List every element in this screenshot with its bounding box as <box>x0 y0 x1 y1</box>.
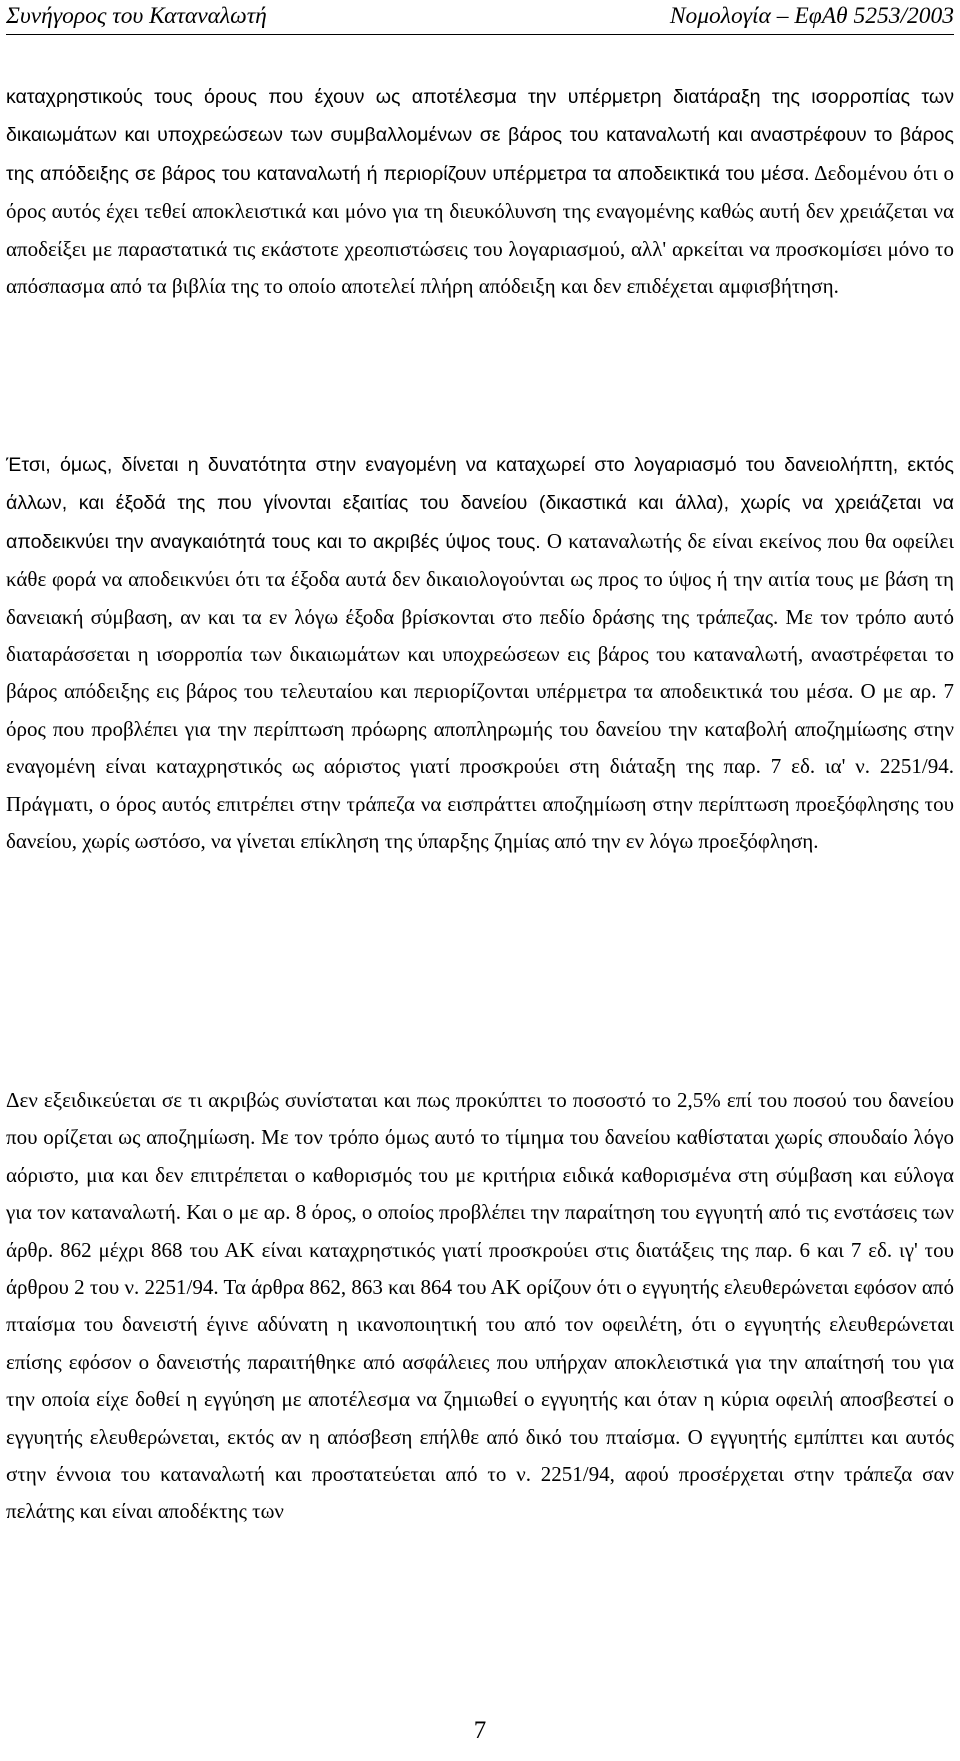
paragraph-2-part-sans: Έτσι, όμως, δίνεται η δυνατότητα στην εναγομένη να καταχωρεί στο λογαριασμό του δανειολήπτη, εκτός άλλων, και έξοδά της που γίνονται εξαιτίας του δανείου (δικαστικά και άλλα), χωρίς να χρειάζεται να αποδεικνύει την αναγκαιότητά τους και το ακριβές ύψος τους. <box>6 454 954 553</box>
paragraph-3: Δεν εξειδικεύεται σε τι ακριβώς συνίσταται και πως προκύπτει το ποσοστό το 2,5% επί του ποσού του δανείου που ορίζεται ως αποζημίωση. Με τον τρόπο όμως αυτό το τίμημα του δανείου καθίσταται χωρίς σπουδαίο λόγο αόριστο, μια και δεν επιτρέπεται ο καθορισμός του με κριτήρια ειδικά καθορισμένα στη σύμβαση και εύλογα για τον καταναλωτή. Και ο με αρ. 8 όρος, ο οποίος προβλέπει την παραίτηση του εγγυητή από τις ενστάσεις των άρθρ. 862 μέχρι 868 του ΑΚ είναι καταχρηστικός γιατί προσκρούει στις διατάξεις της παρ. 6 και 7 εδ. ιγ' του άρθρου 2 του ν. 2251/94. Τα άρθρα 862, 863 και 864 του ΑΚ ορίζουν ότι ο εγγυητής ελευθερώνεται εφόσον από πταίσμα του δανειστή έγινε αδύνατη η ικανοποιητική του από τον οφειλέτη, ότι ο εγγυητής ελευθερώνεται επίσης εφόσον ο δανειστής παραιτήθηκε από ασφάλειες που υπήρχαν αποκλειστικά για την απαίτησή του για την οποία είχε δοθεί η εγγύηση με αποτέλεσμα να ζημιωθεί ο εγγυητής και όταν η κύρια οφειλή αποσβεστεί ο εγγυητής ελευθερώνεται, εκτός αν η απόσβεση επήλθε από δικό του πταίσμα. Ο εγγυητής εμπίπτει και αυτός στην έννοια του καταναλωτή και προστατεύεται από το ν. 2251/94, αφού προσέρχεται στην τράπεζα σαν πελάτης και είναι αποδέκτης των <box>6 1088 954 1524</box>
header-organization: Συνήγορος του Καταναλωτή <box>6 3 267 29</box>
paragraph-2 <box>6 446 954 860</box>
page-number: 7 <box>473 1717 487 1744</box>
paragraph-2-part-serif: Ο καταναλωτής δε είναι εκείνος που θα οφείλει κάθε φορά να αποδεικνύει ότι τα έξοδα αυτά δεν δικαιολογούνται ως προς το ύψος ή την αιτία τους με βάση τη δανειακή σύμβαση, αν και τα εν λόγω έξοδα βρίσκονται στο πεδίο δράσης της τράπεζας. Με τον τρόπο αυτό διαταράσσεται η ισορροπία των δικαιωμάτων και υποχρεώσεων εις βάρος του καταναλωτή, αναστρέφεται το βάρος απόδειξης εις βάρος του τελευταίου και περιορίζονται υπέρμετρα τα αποδεικτικά του μέσα. Ο με αρ. 7 όρος που προβλέπει για την περίπτωση πρόωρης αποπληρωμής του δανείου την καταβολή αποζημίωσης στην εναγομένη είναι καταχρηστικός ως αόριστος γιατί προσκρούει στη διάταξη της παρ. 7 εδ. ια' ν. 2251/94. Πράγματι, ο όρος αυτός επιτρέπει στην τράπεζα να εισπράττει αποζημίωση στην περίπτωση προεξόφλησης του δανείου, χωρίς ωστόσο, να γίνεται επίκληση της ύπαρξης ζημίας από την εν λόγω προεξόφληση. <box>6 528 954 854</box>
page-header <box>6 0 954 35</box>
paragraph-1 <box>6 78 954 305</box>
header-case-reference: Νομολογία – ΕφΑθ 5253/2003 <box>669 3 954 29</box>
paragraph-1-part-serif: Δεδομένου ότι ο όρος αυτός έχει τεθεί αποκλειστικά και μόνο για τη διευκόλυνση της εναγομένης καθώς αυτή δεν χρειάζεται να αποδείξει με παραστατικά τις εκάστοτε χρεοπιστώσεις του λογαριασμού, αλλ' αρκείται να προσκομίσει μόνο το απόσπασμα από τα βιβλία της το οποίο αποτελεί πλήρη απόδειξη και δεν επιδέχεται αμφισβήτηση. <box>6 160 954 299</box>
paragraph-1-part-sans: καταχρηστικούς τους όρους που έχουν ως αποτέλεσμα την υπέρμετρη διατάραξη της ισορροπίας των δικαιωμάτων και υποχρεώσεων των συμβαλλομένων σε βάρος του καταναλωτή και αναστρέφουν το βάρος της απόδειξης σε βάρος του καταναλωτή ή περιορίζουν υπέρμετρα τα αποδεικτικά του μέσα. <box>6 86 954 185</box>
